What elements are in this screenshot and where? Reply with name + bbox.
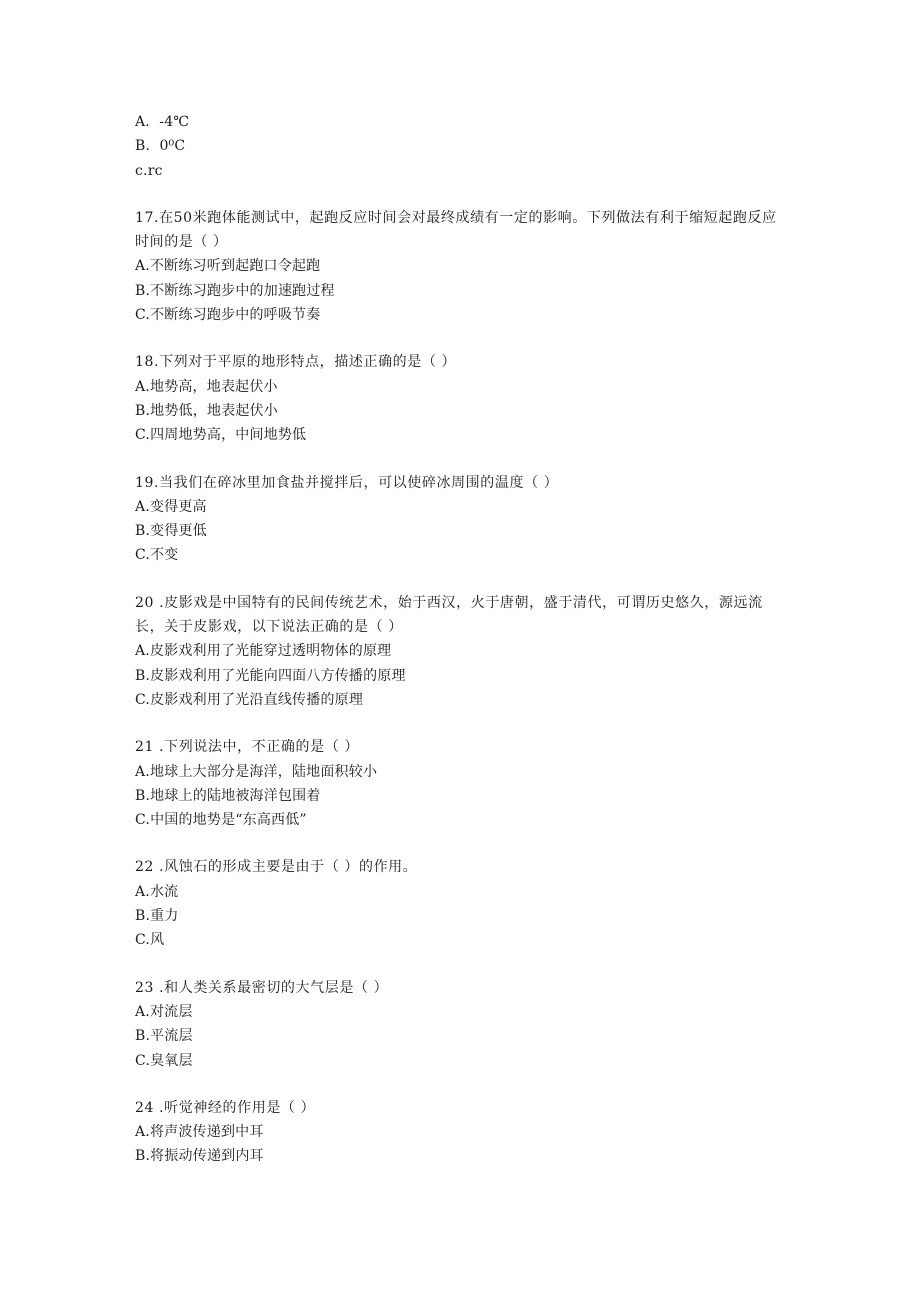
option-line: B.平流层 <box>135 1028 193 1045</box>
option-line: A.水流 <box>135 883 179 900</box>
option-line: C.皮影戏利用了光沿直线传播的原理 <box>135 691 364 708</box>
question-stem: 24 .听觉神经的作用是（ ） <box>135 1099 316 1116</box>
question-stem: 17.在50米跑体能测试中，起跑反应时间会对最终成绩有一定的影响。下列做法有利于缩短起跑反应时间的是（ ） <box>135 209 777 251</box>
option-line: A.不断练习听到起跑口令起跑 <box>135 258 321 275</box>
option-line: C.不断练习跑步中的呼吸节奏 <box>135 307 321 324</box>
question-23 <box>135 976 785 1073</box>
question-stem: 21 .下列说法中，不正确的是（ ） <box>135 739 359 756</box>
option-line: A.对流层 <box>135 1003 193 1020</box>
option-line: B.地势低，地表起伏小 <box>135 402 278 419</box>
option-line: c.rc <box>135 162 163 179</box>
question-stem: 23 .和人类关系最密切的大气层是（ ） <box>135 979 389 996</box>
option-line: C.臭氧层 <box>135 1052 193 1069</box>
question-stem: 19.当我们在碎冰里加食盐并搅拌后，可以使碎冰周围的温度（ ） <box>135 474 559 491</box>
question-16-options <box>135 110 785 183</box>
question-22 <box>135 855 785 952</box>
option-line: B.将振动传递到内耳 <box>135 1148 264 1165</box>
question-stem: 22 .风蚀石的形成主要是由于（ ）的作用。 <box>135 859 418 876</box>
question-stem: 20 .皮影戏是中国特有的民间传统艺术，始于西汉，火于唐朝，盛于清代，可谓历史悠久，源远流长，关于皮影戏，以下说法正确的是（ ） <box>135 594 763 636</box>
question-18 <box>135 350 785 447</box>
option-line: C.不变 <box>135 547 179 564</box>
question-21 <box>135 735 785 832</box>
question-19 <box>135 471 785 568</box>
question-list <box>135 110 785 1192</box>
option-line: B.变得更低 <box>135 523 207 540</box>
option-line: B.皮影戏利用了光能向四面八方传播的原理 <box>135 667 406 684</box>
option-line: B.地球上的陆地被海洋包围着 <box>135 787 321 804</box>
option-line: B.不断练习跑步中的加速跑过程 <box>135 282 335 299</box>
option-line: A.皮影戏利用了光能穿过透明物体的原理 <box>135 643 392 660</box>
option-line: A.将声波传递到中耳 <box>135 1124 264 1141</box>
option-line: A.地球上大部分是海洋，陆地面积较小 <box>135 763 378 780</box>
option-line: C.风 <box>135 932 165 949</box>
option-line: C.四周地势高，中间地势低 <box>135 427 307 444</box>
question-24 <box>135 1096 785 1169</box>
question-17 <box>135 206 785 327</box>
option-line: A.变得更高 <box>135 498 207 515</box>
option-line: B.重力 <box>135 908 179 925</box>
question-20 <box>135 591 785 712</box>
option-line: A.地势高，地表起伏小 <box>135 378 278 395</box>
option-line: C.中国的地势是“东高西低” <box>135 812 307 829</box>
question-stem: 18.下列对于平原的地形特点，描述正确的是（ ） <box>135 354 457 371</box>
option-line: B. 0⁰C <box>135 138 186 155</box>
option-line: A. -4℃ <box>135 114 190 130</box>
